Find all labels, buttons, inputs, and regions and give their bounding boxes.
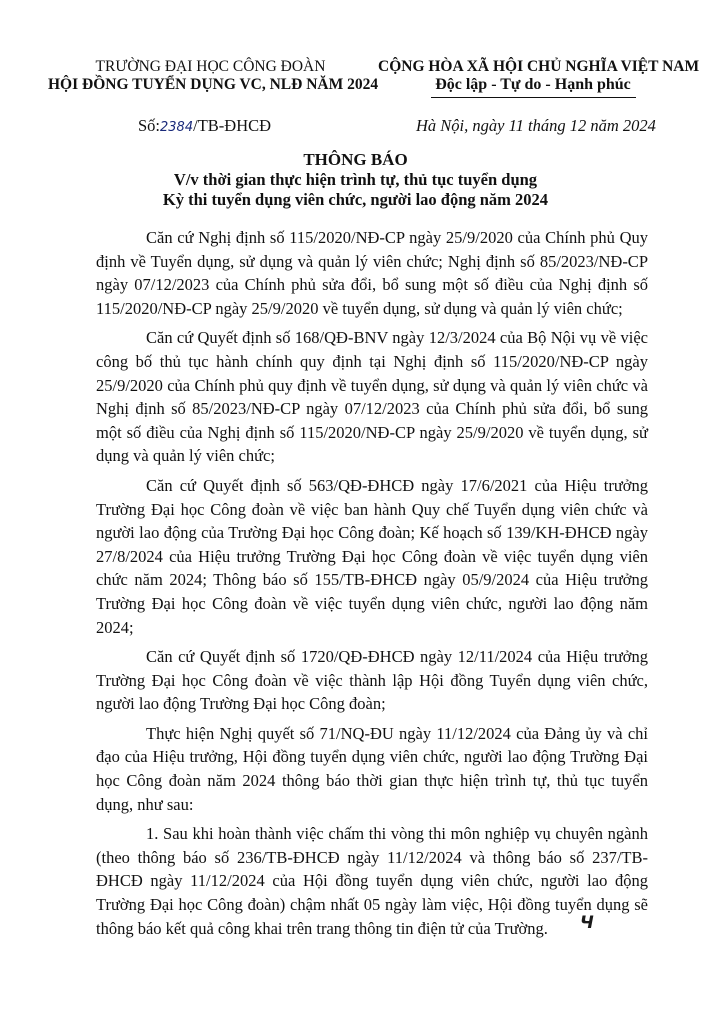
paragraph: Căn cứ Quyết định số 168/QĐ-BNV ngày 12/3/2024 của Bộ Nội vụ về việc công bố thủ tục hành chính quy định tại Nghị định số 115/2020/NĐ-CP ngày 25/9/2020 của Chính phủ quy định về tuyển dụng, sử dụng và quản lý viên chức và Nghị định số 85/2023/NĐ-CP ngày 07/12/2023 của Chính phủ sửa đổi, bổ sung một số điều của Nghị định số 115/2020/NĐ-CP ngày 25/9/2020 về tuyển dụng, sử dụng và quản lý viên chức;: [96, 328, 648, 466]
number-prefix: Số:: [138, 116, 161, 135]
number-suffix: /TB-ĐHCĐ: [193, 116, 272, 135]
document-number: [138, 116, 271, 136]
motto-underline: [431, 97, 636, 98]
motto: Độc lập - Tự do - Hạnh phúc: [435, 76, 631, 93]
document-subject-2: Kỳ thi tuyển dụng viên chức, người lao động năm 2024: [162, 190, 549, 209]
paragraph: Căn cứ Nghị định số 115/2020/NĐ-CP ngày 25/9/2020 của Chính phủ Quy định về Tuyển dụng, sử dụng và quản lý viên chức; Nghị định số 85/2023/NĐ-CP ngày 07/12/2023 của Chính phủ sửa đổi, bổ sung một số điều của Nghị định số 115/2020/NĐ-CP ngày 25/9/2020 về tuyển dụng, sử dụng và quản lý viên chức;: [96, 228, 648, 318]
place-date: Hà Nội, ngày 11 tháng 12 năm 2024: [416, 116, 656, 135]
document-body: [96, 226, 648, 946]
document-title: THÔNG BÁO: [303, 150, 408, 169]
handwritten-number: 2384: [160, 120, 194, 135]
paragraph: Thực hiện Nghị quyết số 71/NQ-ĐU ngày 11/12/2024 của Đảng ủy và chỉ đạo của Hiệu trưởng, Hội đồng tuyển dụng viên chức, người lao động Trường Đại học Công đoàn năm 2024 thông báo thời gian thực hiện trình tự, thủ tục tuyển dụng, như sau:: [96, 723, 648, 814]
paragraph: Căn cứ Quyết định số 1720/QĐ-ĐHCĐ ngày 12/11/2024 của Hiệu trưởng Trường Đại học Công đoàn về việc thành lập Hội đồng Tuyển dụng viên chức, người lao động Trường Đại học Công đoàn;: [96, 647, 648, 714]
paragraph: Căn cứ Quyết định số 563/QĐ-ĐHCĐ ngày 17/6/2021 của Hiệu trưởng Trường Đại học Công đoàn về việc ban hành Quy chế Tuyển dụng viên chức và người lao động của Trường Đại học Công đoàn; Kế hoạch số 139/KH-ĐHCĐ ngày 27/8/2024 của Hiệu trưởng Trường Đại học Công đoàn về việc tuyển dụng viên chức năm 2024; Thông báo số 155/TB-ĐHCĐ ngày 05/9/2024 của Hiệu trưởng Trường Đại học Công đoàn về việc tuyển dụng viên chức, người lao động năm 2024;: [96, 475, 648, 637]
council-name: HỘI ĐỒNG TUYỂN DỤNG VC, NLĐ NĂM 2024: [48, 76, 379, 93]
issuing-organization: [48, 58, 379, 94]
country-name: CỘNG HÒA XÃ HỘI CHỦ NGHĨA VIỆT NAM: [378, 58, 700, 75]
title-block: [0, 150, 711, 210]
handwritten-initials: Ɥ: [580, 913, 594, 933]
document-subject-1: V/v thời gian thực hiện trình tự, thủ tục tuyển dụng: [173, 170, 538, 189]
org-name: TRƯỜNG ĐẠI HỌC CÔNG ĐOÀN: [95, 58, 326, 75]
paragraph: 1. Sau khi hoàn thành việc chấm thi vòng thi môn nghiệp vụ chuyên ngành (theo thông báo số 236/TB-ĐHCĐ ngày 11/12/2024 và thông báo số 237/TB-ĐHCĐ ngày 11/12/2024 của Hội đồng tuyển dụng viên chức, người lao động Trường Đại học Công đoàn) chậm nhất 05 ngày làm việc, Hội đồng tuyển dụng sẽ thông báo kết quả công khai trên trang thông tin điện tử của Trường.: [96, 824, 648, 938]
national-motto: [378, 58, 700, 98]
